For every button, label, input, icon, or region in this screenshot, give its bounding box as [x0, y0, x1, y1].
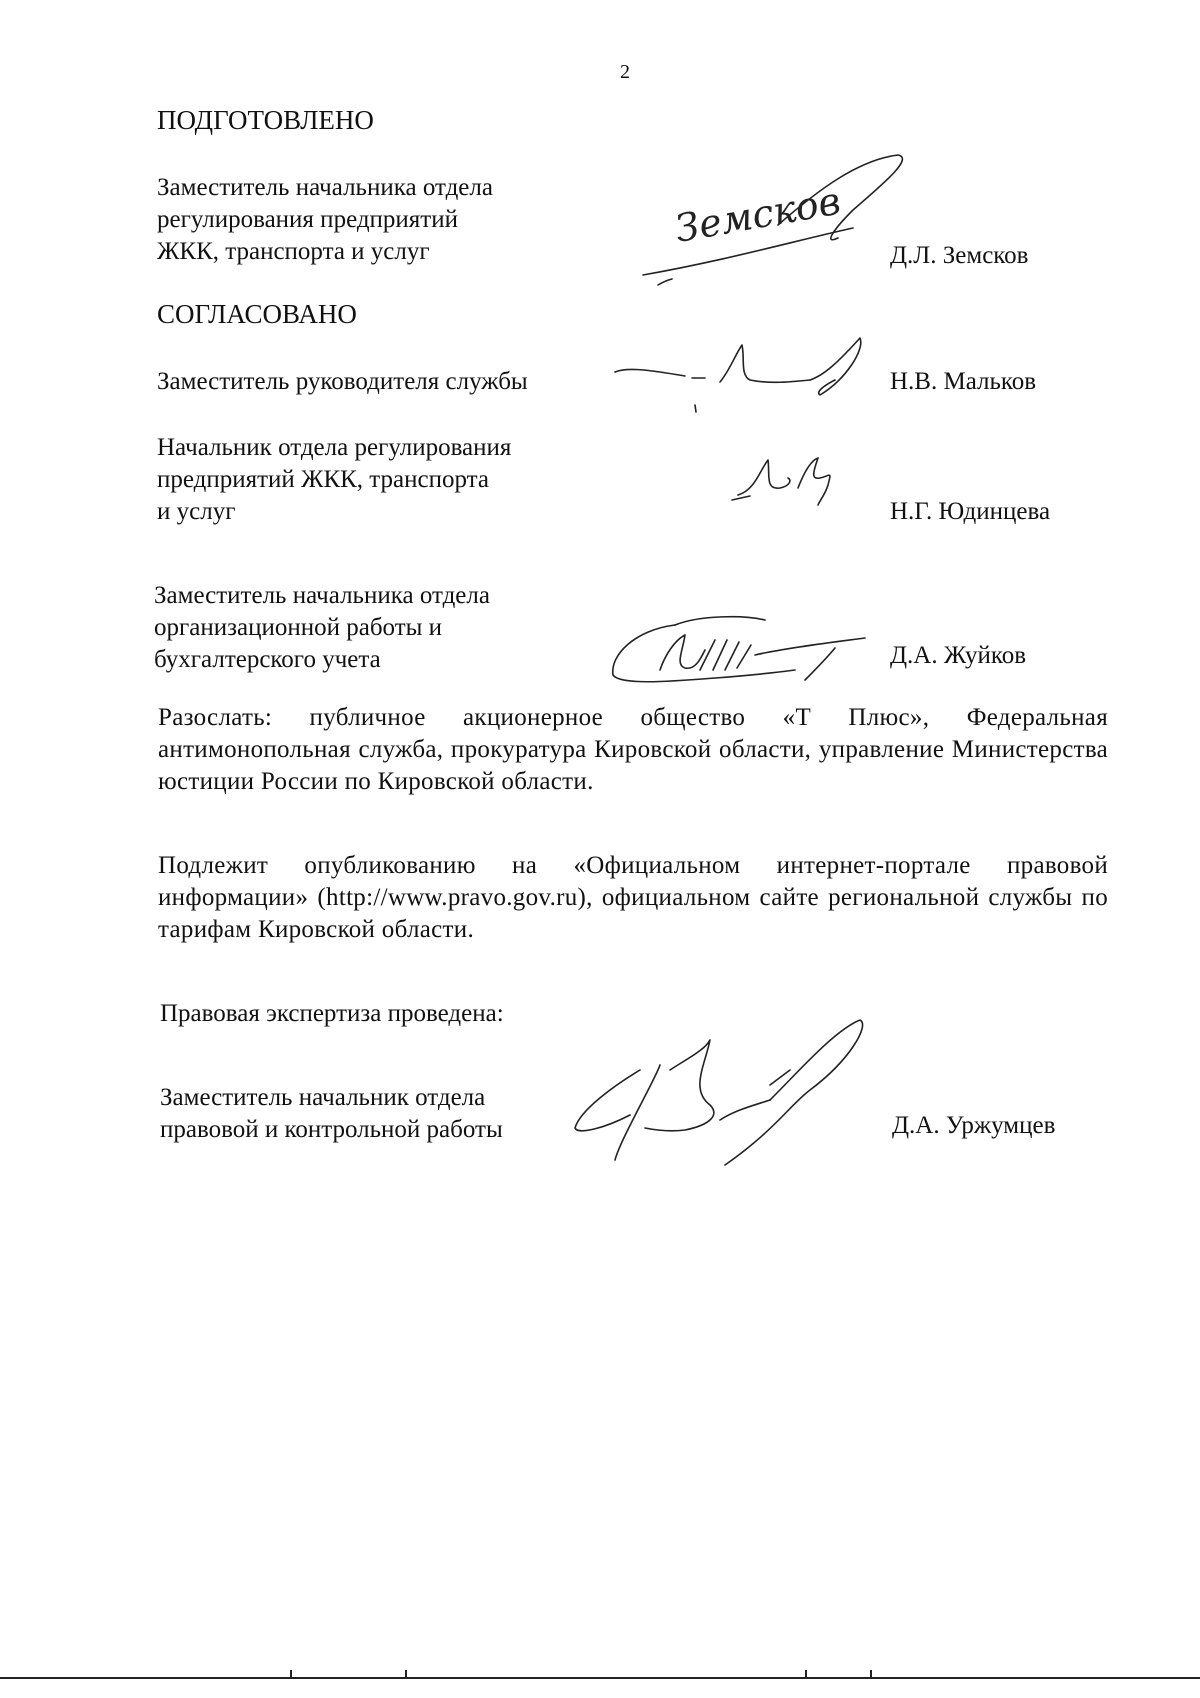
legal-review-position: Заместитель начальник отдела правовой и контрольной работы — [160, 1084, 503, 1143]
signature-zemskov — [638, 150, 928, 290]
publication-paragraph: Подлежит опубликованию на «Официальном интернет-портале правовой информации» (http://www.pravo.gov.ru), официальном сайте региональной службы по тарифам Кировской области. — [158, 852, 1108, 943]
footer-rule — [0, 1677, 1200, 1679]
page-number: 2 — [620, 61, 630, 83]
legal-review-heading: Правовая экспертиза проведена: — [160, 1000, 504, 1027]
legal-review-name: Д.А. Уржумцев — [892, 1112, 1056, 1139]
prepared-name: Д.Л. Земсков — [890, 242, 1029, 269]
signer-name: Д.А. Жуйков — [890, 642, 1027, 669]
signature-yudintseva — [730, 450, 850, 510]
footer-tick — [405, 1670, 407, 1679]
agreed-heading: СОГЛАСОВАНО — [157, 299, 357, 329]
signer-position: Заместитель начальника отдела организационной работы и бухгалтерского учета — [154, 582, 490, 673]
footer-tick — [870, 1670, 872, 1679]
signer-name: Н.В. Мальков — [890, 368, 1037, 395]
signature-malkov — [610, 330, 880, 430]
distribution-paragraph: Разослать: публичное акционерное общество «Т Плюс», Федеральная антимонопольная служба, прокуратура Кировской области, управление Министерства юстиции России по Кировской области. — [158, 704, 1108, 795]
prepared-heading: ПОДГОТОВЛЕНО — [157, 105, 374, 135]
signer-position: Заместитель руководителя службы — [157, 368, 528, 395]
signature-urzhumtsev — [560, 1010, 900, 1170]
signer-position: Начальник отдела регулирования предприятий ЖКК, транспорта и услуг — [157, 434, 512, 525]
footer-tick — [290, 1670, 292, 1679]
signature-zhuykov — [605, 610, 875, 690]
signer-name: Н.Г. Юдинцева — [890, 498, 1051, 525]
svg-text:Земсков: Земсков — [671, 178, 844, 251]
footer-tick — [805, 1670, 807, 1679]
prepared-position: Заместитель начальника отдела регулирования предприятий ЖКК, транспорта и услуг — [157, 174, 493, 265]
